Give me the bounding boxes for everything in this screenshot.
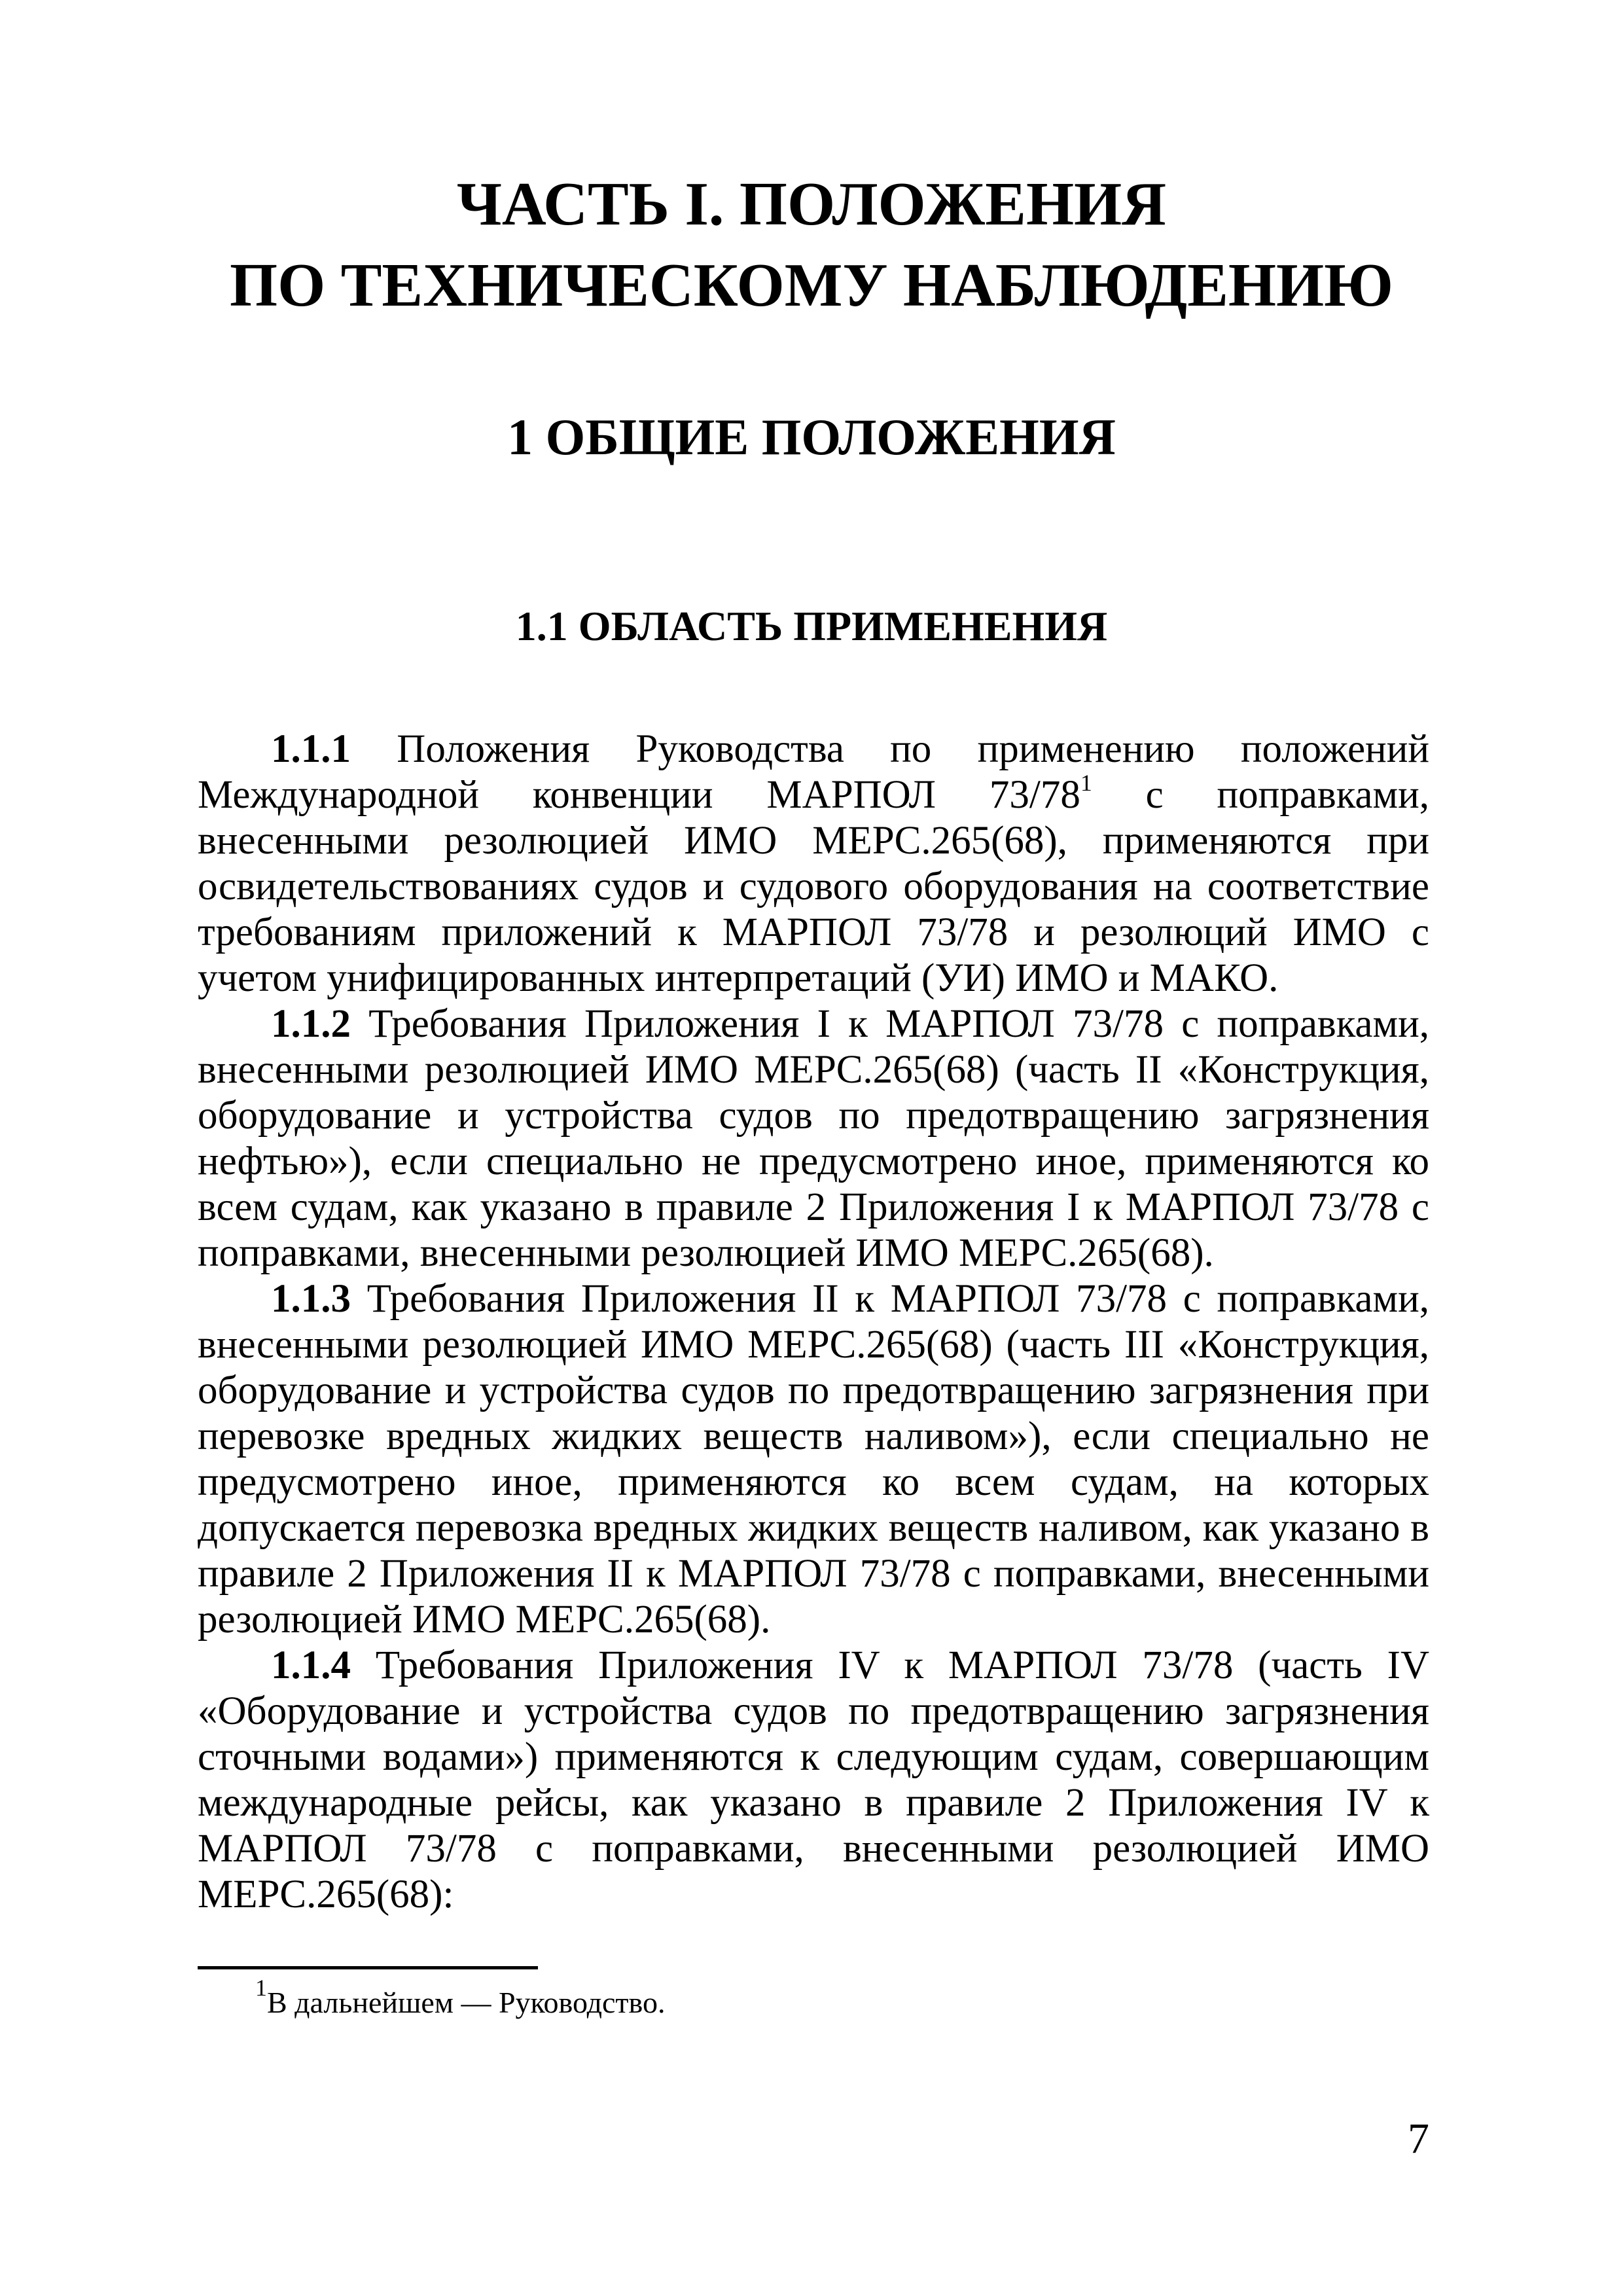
paragraph-text: Требования Приложения IV к МАРПОЛ 73/78 (часть IV «Оборудование и устройства судов по предотвращению загрязнения сточными водами») применяются к следующим судам, совершающим международные рейсы, как указано в правиле 2 Приложения IV к МАРПОЛ 73/78 с поправками, внесенными резолюцией ИМО MEPC.265(68): [198,1643,1429,1916]
part-title-line-1: ЧАСТЬ I. ПОЛОЖЕНИЯ [456,170,1167,238]
footnote-marker: 1 [255,1975,267,2001]
footnote-divider [198,1966,538,1969]
part-title [196,164,1427,326]
paragraph-number: 1.1.1 [271,727,351,771]
paragraph-1-1-3 [198,1276,1429,1643]
footnote-text: В дальнейшем — Руководство. [267,1986,666,2019]
footnote-reference: 1 [1080,770,1092,796]
paragraph-number: 1.1.2 [271,1002,351,1046]
paragraph-1-1-2 [198,1001,1429,1276]
paragraph-1-1-4 [198,1643,1429,1918]
page-number: 7 [1408,2115,1429,2162]
chapter-title: 1 ОБЩИЕ ПОЛОЖЕНИЯ [507,408,1116,465]
part-title-line-2: ПО ТЕХНИЧЕСКОМУ НАБЛЮДЕНИЮ [229,251,1393,319]
paragraph-number: 1.1.4 [271,1643,351,1687]
paragraph-1-1-1 [198,726,1429,1001]
paragraph-number: 1.1.3 [271,1277,351,1321]
body-text [198,726,1429,1918]
paragraph-text: с поправками, внесенными резолюцией ИМО MEPC.265(68), применяются при освидетельствованиях судов и судового оборудования на соответствие требованиям приложений к МАРПОЛ 73/78 и резолюций ИМО с учетом унифицированных интерпретаций (УИ) ИМО и МАКО. [198,773,1429,1000]
paragraph-text: Требования Приложения I к МАРПОЛ 73/78 с поправками, внесенными резолюцией ИМО MEPC.265(68) (часть II «Конструкция, оборудование и устройства судов по предотвращению загрязнения нефтью»), если специально не предусмотрено иное, применяются ко всем судам, как указано в правиле 2 Приложения I к МАРПОЛ 73/78 с поправками, внесенными резолюцией ИМО MEPC.265(68). [198,1002,1429,1275]
footnote [255,1975,666,2022]
paragraph-text: Требования Приложения II к МАРПОЛ 73/78 с поправками, внесенными резолюцией ИМО MEPC.265(68) (часть III «Конструкция, оборудование и устройства судов по предотвращению загрязнения при перевозке вредных жидких веществ наливом»), если специально не предусмотрено иное, применяются ко всем судам, на которых допускается перевозка вредных жидких веществ наливом, как указано в правиле 2 Приложения II к МАРПОЛ 73/78 с поправками, внесенными резолюцией ИМО MEPC.265(68). [198,1277,1429,1641]
paragraph-text: Положения Руководства по применению положений Международной конвенции МАРПОЛ 73/78 [198,727,1429,817]
section-title: 1.1 ОБЛАСТЬ ПРИМЕНЕНИЯ [515,603,1108,649]
